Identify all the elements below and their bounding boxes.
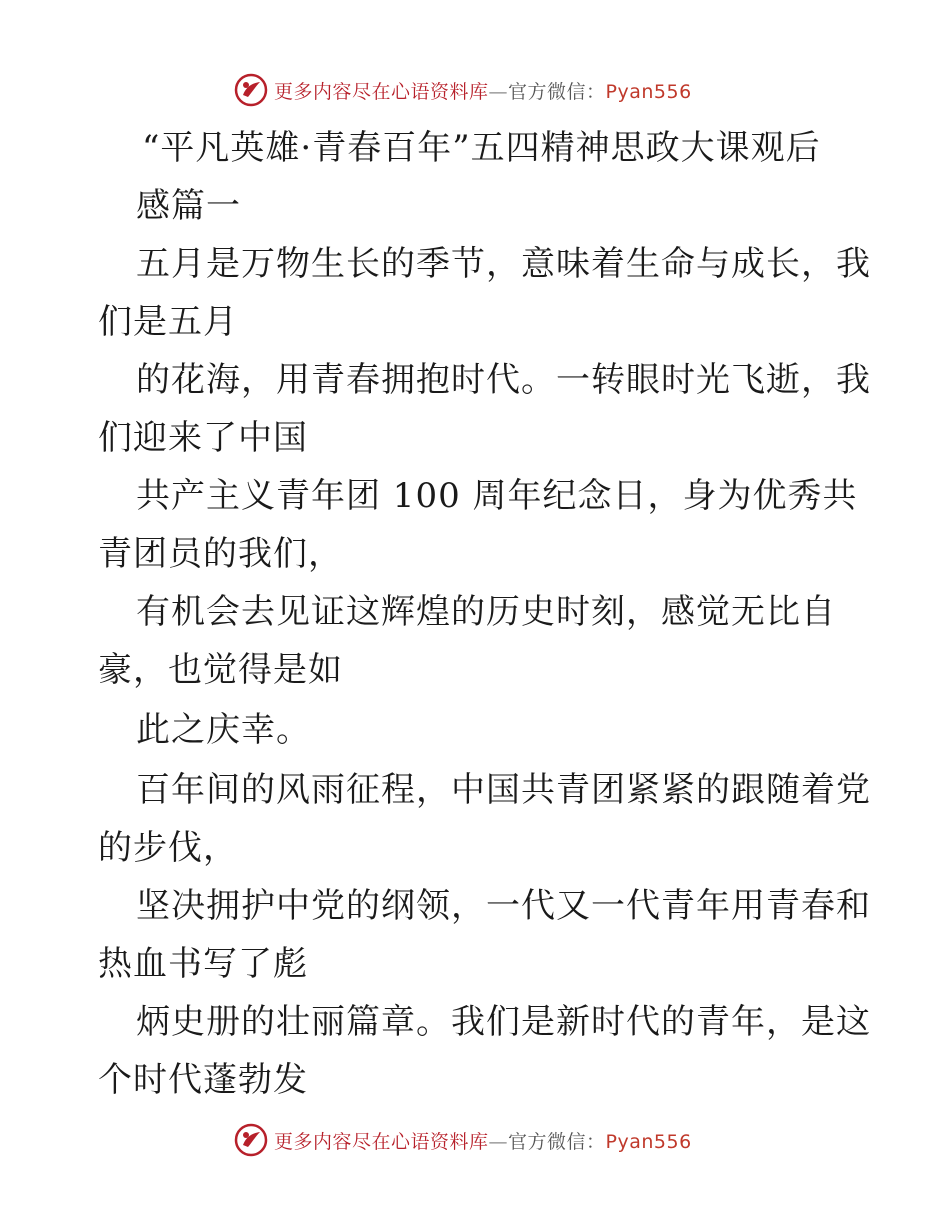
paragraph-line: 坚决拥护中党的纲领，一代又一代青年用青春和 xyxy=(136,886,871,926)
wechat-account: Pyan556 xyxy=(605,80,692,103)
banner-text: 更多内容尽在心语资料库 xyxy=(274,1130,489,1153)
wechat-account: Pyan556 xyxy=(605,1130,692,1153)
wechat-label: 官方微信： xyxy=(508,1130,606,1153)
paragraph-line: 豪，也觉得是如 xyxy=(98,650,343,690)
paragraph-line: 此之庆幸。 xyxy=(136,710,311,750)
banner-separator: — xyxy=(488,1130,509,1153)
paragraph-line: 五月是万物生长的季节，意味着生命与成长，我 xyxy=(136,244,871,284)
paragraph-line: 青团员的我们， xyxy=(98,534,343,574)
paragraph-line: 的步伐， xyxy=(98,828,238,868)
library-logo-icon xyxy=(234,73,268,107)
paragraph-line: 的花海，用青春拥抱时代。一转眼时光飞逝，我 xyxy=(136,360,871,400)
paragraph-line: 炳史册的壮丽篇章。我们是新时代的青年，是这 xyxy=(136,1002,871,1042)
banner-text: 更多内容尽在心语资料库 xyxy=(274,80,489,103)
header-banner xyxy=(0,68,950,112)
paragraph-line: 个时代蓬勃发 xyxy=(98,1060,308,1100)
paragraph-line: 们迎来了中国 xyxy=(98,418,308,458)
paragraph-line: 们是五月 xyxy=(98,302,238,342)
paragraph-line: 有机会去见证这辉煌的历史时刻，感觉无比自 xyxy=(136,592,836,632)
paragraph-line: 百年间的风雨征程，中国共青团紧紧的跟随着党 xyxy=(136,770,871,810)
footer-banner xyxy=(0,1118,950,1162)
wechat-label: 官方微信： xyxy=(508,80,606,103)
doc-title-line-2: 感篇一 xyxy=(136,186,241,226)
paragraph-line: 共产主义青年团 100 周年纪念日，身为优秀共 xyxy=(136,476,858,516)
banner-separator: — xyxy=(488,80,509,103)
library-logo-icon xyxy=(234,1123,268,1157)
doc-title-line-1: “平凡英雄·青春百年”五四精神思政大课观后 xyxy=(142,128,821,168)
paragraph-line: 热血书写了彪 xyxy=(98,944,308,984)
